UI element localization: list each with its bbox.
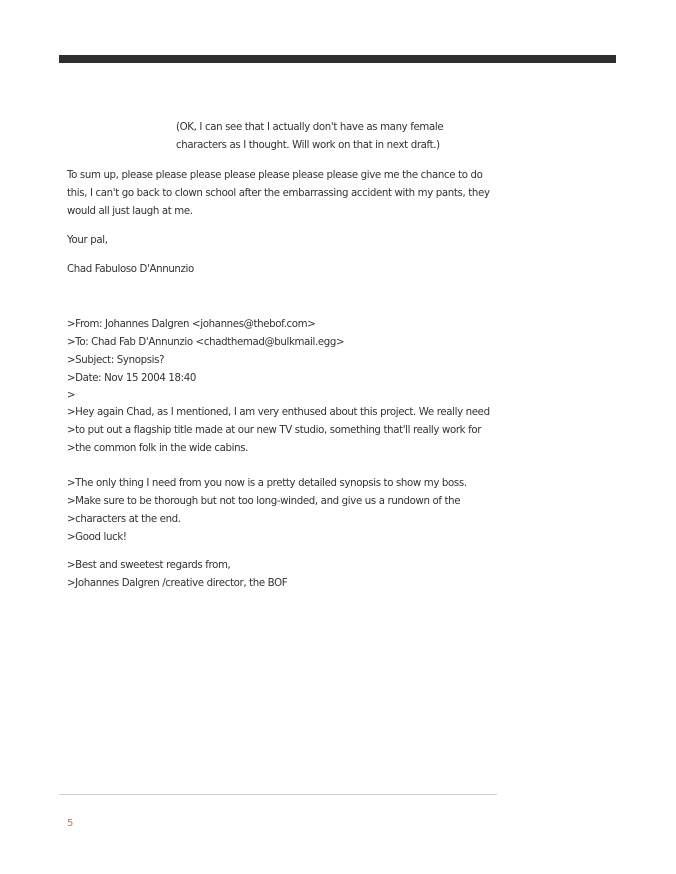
note-line: characters as I thought. Will work on that in next draft.) [176, 140, 440, 151]
quoted-signoff: >Best and sweetest regards from, [67, 560, 231, 571]
signature: Chad Fabuloso D'Annunzio [67, 264, 194, 275]
body-line: To sum up, please please please please please please please give me the chance to do [67, 170, 483, 181]
quoted-to: >To: Chad Fab D'Annunzio <chadthemad@bulkmail.egg> [67, 337, 345, 348]
quoted-line: >characters at the end. [67, 514, 181, 525]
page-number: 5 [67, 818, 74, 829]
header-bar [59, 55, 616, 63]
body-line: would all just laugh at me. [67, 206, 193, 217]
quoted-line: >the common folk in the wide cabins. [67, 443, 249, 454]
quoted-line: >Make sure to be thorough but not too long-winded, and give us a rundown of the [67, 496, 461, 507]
quoted-signoff: >Johannes Dalgren /creative director, the BOF [67, 578, 288, 589]
quoted-from: >From: Johannes Dalgren <johannes@thebof.com> [67, 319, 316, 330]
quoted-line: >to put out a flagship title made at our new TV studio, something that'll really work for [67, 425, 482, 436]
quoted-subject: >Subject: Synopsis? [67, 355, 165, 366]
note-line: (OK, I can see that I actually don't have as many female [176, 122, 444, 133]
body-line: this, I can't go back to clown school after the embarrassing accident with my pants, they [67, 188, 490, 199]
quoted-line: >Good luck! [67, 532, 127, 543]
quoted-blank: > [67, 390, 76, 401]
quoted-line: >Hey again Chad, as I mentioned, I am very enthused about this project. We really need [67, 407, 490, 418]
quoted-line: >The only thing I need from you now is a pretty detailed synopsis to show my boss. [67, 478, 467, 489]
salutation: Your pal, [67, 235, 108, 246]
quoted-date: >Date: Nov 15 2004 18:40 [67, 373, 197, 384]
footer-divider [59, 794, 497, 795]
